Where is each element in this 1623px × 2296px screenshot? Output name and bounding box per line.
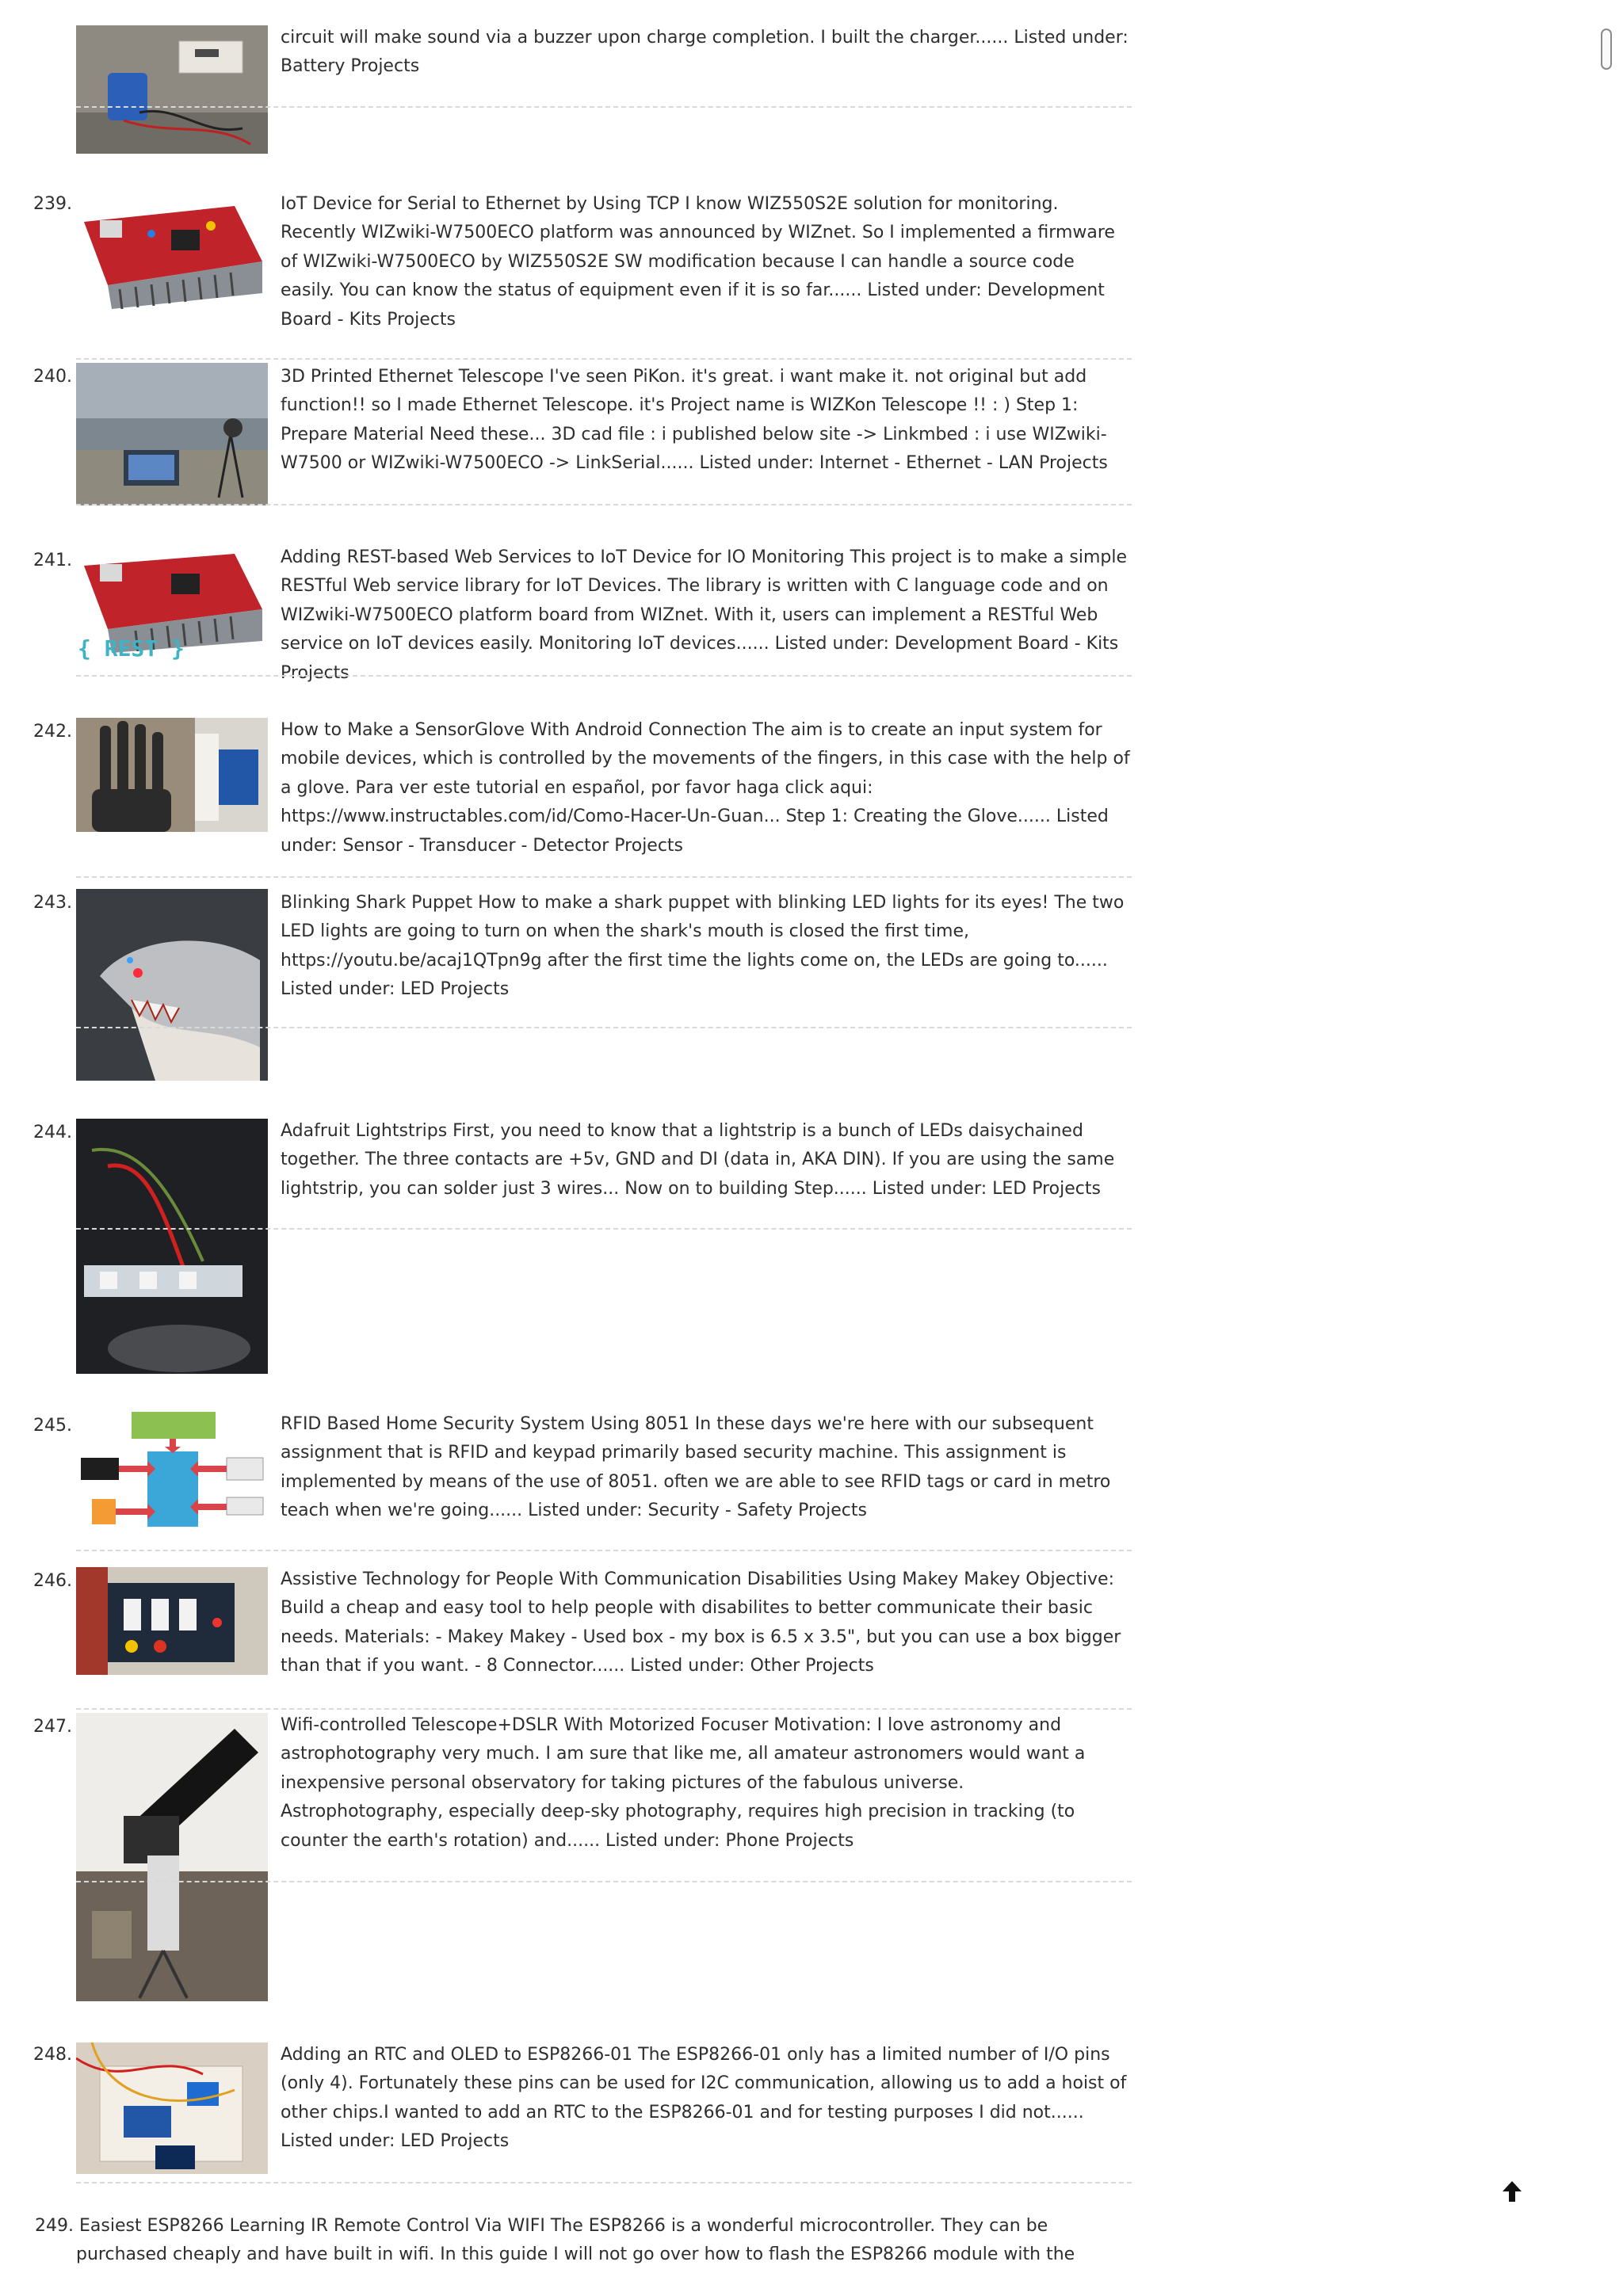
project-thumbnail[interactable] — [76, 25, 268, 154]
item-number: 240. — [33, 367, 72, 387]
item-number: 244. — [33, 1123, 72, 1142]
item-number: 243. — [33, 893, 72, 913]
separator — [76, 1027, 1132, 1028]
separator — [76, 358, 1132, 360]
shark-puppet-photo — [76, 889, 268, 1081]
lightstrip-photo — [76, 1119, 268, 1374]
rfid-block-diagram — [76, 1404, 268, 1531]
rest-logo-text: { REST } — [78, 635, 185, 662]
separator — [76, 1228, 1132, 1230]
project-description[interactable]: Wifi-controlled Telescope+DSLR With Motorized Focuser Motivation: I love astronomy and astrophotography very much. I am sure that like me, all amateur astronomers would want a inexpensive personal observatory for taking pictures of the fabulous universe. Astrophotography, especially deep-sky photography, requires high precision in tracking (to counter the earth's rotation) and...... Listed under: Phone Projects — [281, 1715, 1086, 1851]
item-number: 242. — [33, 722, 72, 742]
project-description[interactable]: Adding REST-based Web Services to IoT Device for IO Monitoring This project is to make a simple RESTful Web service library for IoT Devices. The library is written with C language code and on WIZwiki-W7500ECO platform board from WIZnet. With it, users can implement a RESTful Web service on IoT devices easily. Monitoring IoT devices...... Listed under: Development Board - Kits Projects — [281, 547, 1128, 683]
project-thumbnail[interactable] — [76, 2042, 268, 2174]
item-number: 248. — [33, 2045, 72, 2065]
project-thumbnail[interactable] — [76, 190, 268, 320]
makey-makey-box-photo — [76, 1567, 268, 1675]
project-description[interactable]: Easiest ESP8266 Learning IR Remote Control Via WIFI The ESP8266 is a wonderful microcontroller. They can be purchased cheaply and have built in wifi. In this guide I will not go over how to flash the ESP8266 module with the — [76, 2216, 1075, 2265]
telescope-dslr-photo — [76, 1713, 268, 2001]
ethernet-telescope-photo — [76, 363, 268, 505]
project-description[interactable]: Adding an RTC and OLED to ESP8266-01 The ESP8266-01 only has a limited number of I/O pins (only 4). Fortunately these pins can be used for I2C communication, allowing us to add a hoist of other chips.I wanted to add an RTC to the ESP8266-01 and for testing purposes I did not...... Listed under: LED Projects — [281, 2045, 1127, 2152]
project-description[interactable]: circuit will make sound via a buzzer upon charge completion. I built the charger...... Listed under: Battery Projects — [281, 28, 1128, 77]
project-description[interactable]: 3D Printed Ethernet Telescope I've seen PiKon. it's great. i want make it. not original but add function!! so I made Ethernet Telescope. it's Project name is WIZKon Telescope !! : ) Step 1: Prepare Material Need these... 3D cad file : i published below site -> Linkmbed : i use WIZwiki-W7500 or WIZwiki-W7500ECO -> LinkSerial...... Listed under: Internet - Ethernet - LAN Projects — [281, 367, 1108, 474]
project-thumbnail[interactable] — [76, 889, 268, 1081]
separator — [76, 876, 1132, 878]
wizwiki-board-photo — [76, 190, 268, 320]
project-thumbnail[interactable] — [76, 542, 268, 677]
separator — [76, 1881, 1132, 1882]
item-number: 247. — [33, 1717, 72, 1737]
list-item — [35, 2212, 1136, 2270]
project-description[interactable]: How to Make a SensorGlove With Android Connection The aim is to create an input system for mobile devices, which is controlled by the movements of the fingers, in this case with the help of a glove. Para ver este tutorial en español, por favor haga click aqui: https://www.instructables.com/id/Como-Hacer-Un-Guan... Step 1: Creating the Glove...... Listed under: Sensor - Transducer - Detector Projects — [281, 720, 1130, 856]
project-thumbnail[interactable] — [76, 363, 268, 505]
battery-charger-photo — [76, 25, 268, 154]
separator — [76, 1708, 1132, 1710]
item-number: 239. — [33, 194, 72, 214]
separator — [76, 2182, 1132, 2183]
separator — [76, 675, 1132, 677]
item-number: 249. — [35, 2216, 74, 2236]
project-thumbnail[interactable] — [76, 1404, 268, 1531]
esp8266-oled-photo — [76, 2042, 268, 2174]
item-number: 245. — [33, 1416, 72, 1436]
project-description[interactable]: Adafruit Lightstrips First, you need to know that a lightstrip is a bunch of LEDs daisychained together. The three contacts are +5v, GND and DI (data in, AKA DIN). If you are using the same lightstrip, you can solder just 3 wires... Now on to building Step...... Listed under: LED Projects — [281, 1121, 1115, 1199]
project-description[interactable]: RFID Based Home Security System Using 8051 In these days we're here with our subsequent assignment that is RFID and keypad primarily based security machine. This assignment is implemented by means of the use of 8051. often we are able to see RFID tags or card in metro teach when we're going...... Listed under: Security - Safety Projects — [281, 1414, 1111, 1521]
project-description[interactable]: Assistive Technology for People With Communication Disabilities Using Makey Makey Objective: Build a cheap and easy tool to help people with disabilites to better communicate their basic needs. Materials: - Makey Makey - Used box - my box is 6.5 x 3.5", but you can use a box bigger than that if you want. - 8 Connector...... Listed under: Other Projects — [281, 1569, 1121, 1676]
project-description[interactable]: Blinking Shark Puppet How to make a shark puppet with blinking LED lights for its eyes! The two LED lights are going to turn on when the shark's mouth is closed the first time, https://youtu.be/acaj1QTpn9g after the first time the lights come on, the LEDs are going to...... Listed under: LED Projects — [281, 893, 1125, 1000]
separator — [76, 1550, 1132, 1551]
item-number: 241. — [33, 551, 72, 570]
sensor-glove-photo — [76, 718, 268, 832]
project-description[interactable]: IoT Device for Serial to Ethernet by Using TCP I know WIZ550S2E solution for monitoring. Recently WIZwiki-W7500ECO platform was announced by WIZnet. So I implemented a firmware of WIZwiki-W7500ECO by WIZ550S2E SW modification because I can handle a source code easily. You can know the status of equipment even if it is so far...... Listed under: Development Board - Kits Projects — [281, 194, 1115, 330]
project-thumbnail[interactable] — [76, 718, 268, 832]
project-thumbnail[interactable] — [76, 1567, 268, 1675]
project-thumbnail[interactable] — [76, 1119, 268, 1374]
back-to-top-button[interactable] — [1498, 2177, 1526, 2206]
separator — [76, 106, 1132, 108]
item-number: 246. — [33, 1571, 72, 1591]
project-thumbnail[interactable] — [76, 1713, 268, 2001]
separator — [76, 504, 1132, 505]
arrow-up-icon — [1502, 2180, 1522, 2203]
scrollbar-thumb[interactable] — [1601, 29, 1612, 70]
